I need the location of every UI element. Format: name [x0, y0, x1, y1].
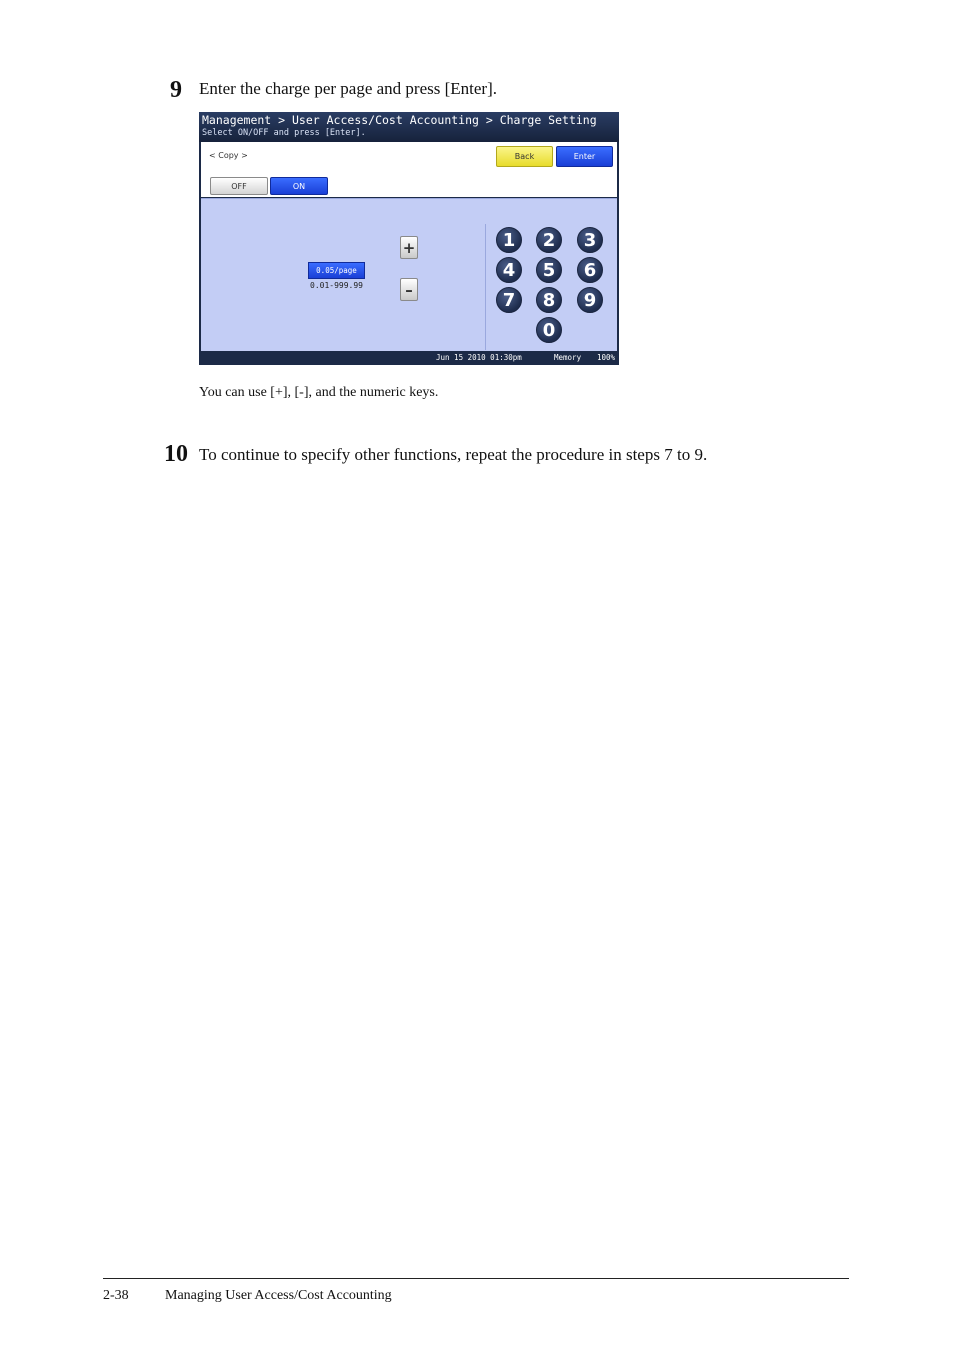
key-9[interactable]: 9: [577, 287, 603, 313]
settings-header-area: [201, 142, 617, 197]
key-7[interactable]: 7: [496, 287, 522, 313]
key-5[interactable]: 5: [536, 257, 562, 283]
key-1[interactable]: 1: [496, 227, 522, 253]
key-2[interactable]: 2: [536, 227, 562, 253]
key-3[interactable]: 3: [577, 227, 603, 253]
key-0[interactable]: 0: [536, 317, 562, 343]
footer-rule: [103, 1278, 849, 1279]
status-datetime: Jun 15 2010 01:30pm: [436, 353, 522, 362]
breadcrumb: Management > User Access/Cost Accounting > Charge Setting: [202, 113, 597, 127]
key-6[interactable]: 6: [577, 257, 603, 283]
on-button[interactable]: ON: [270, 177, 328, 195]
key-4[interactable]: 4: [496, 257, 522, 283]
page-number: 2-38: [103, 1288, 129, 1303]
back-button[interactable]: Back: [496, 146, 553, 167]
keypad-divider: [485, 224, 486, 350]
status-bar: [199, 351, 619, 365]
instruction-text: Select ON/OFF and press [Enter].: [202, 128, 366, 138]
charge-entry-area: [201, 198, 617, 351]
step-10-number: 10: [164, 441, 188, 467]
charge-value-field[interactable]: 0.05/page: [308, 262, 365, 279]
status-memory-label: Memory: [554, 353, 582, 362]
usage-note: You can use [+], [-], and the numeric keys.: [199, 385, 439, 400]
status-memory-value: 100%: [597, 353, 616, 362]
step-10-text: To continue to specify other functions, repeat the procedure in steps 7 to 9.: [199, 445, 708, 464]
minus-button[interactable]: –: [400, 278, 418, 301]
section-label: < Copy >: [209, 151, 248, 160]
off-button[interactable]: OFF: [210, 177, 268, 195]
step-9-number: 9: [170, 77, 182, 103]
device-screen: [199, 112, 619, 365]
charge-range-text: 0.01-999.99: [310, 281, 363, 290]
screen-title-bar: [199, 112, 619, 142]
chapter-title: Managing User Access/Cost Accounting: [165, 1288, 392, 1303]
plus-button[interactable]: +: [400, 236, 418, 259]
step-9-text: Enter the charge per page and press [Enter].: [199, 79, 497, 98]
key-8[interactable]: 8: [536, 287, 562, 313]
enter-button[interactable]: Enter: [556, 146, 613, 167]
